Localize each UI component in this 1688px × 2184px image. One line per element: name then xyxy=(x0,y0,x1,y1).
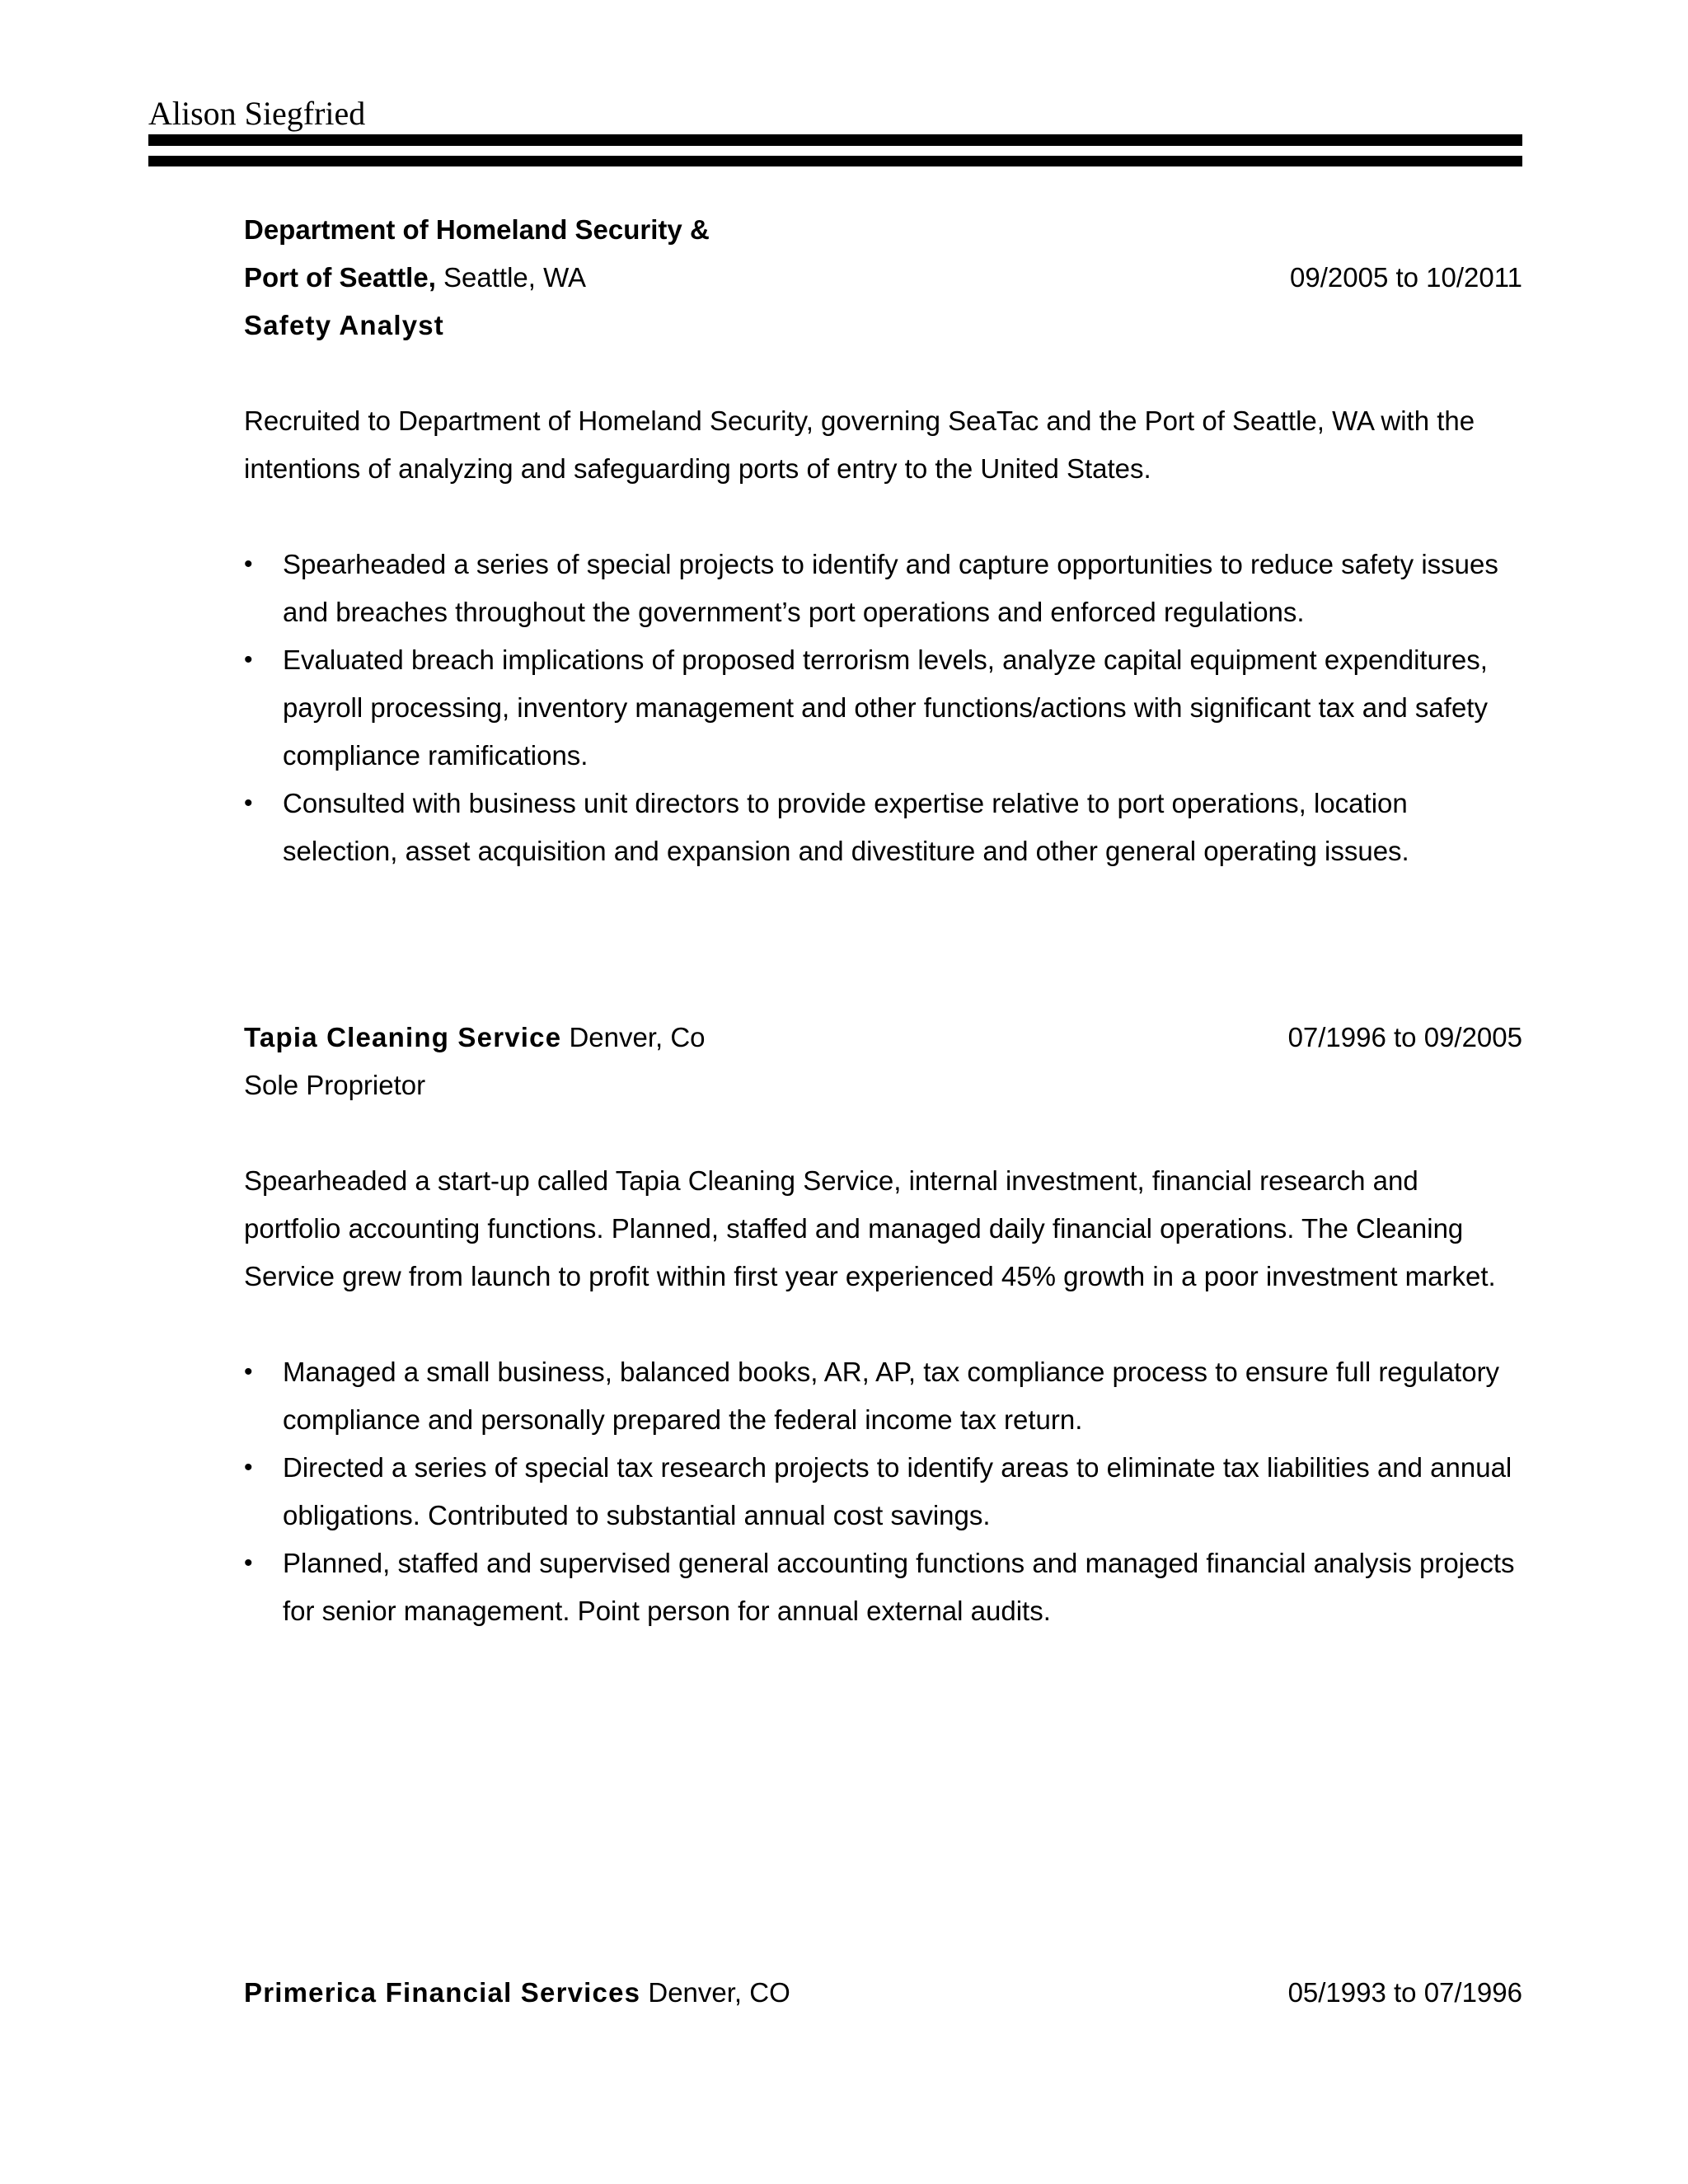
bullet-line: Evaluated breach implications of proposed terrorism levels, analyze capital equipment expenditures, xyxy=(283,644,1488,675)
bullet-line: obligations. Contributed to substantial annual cost savings. xyxy=(283,1500,991,1530)
bullet-line: Consulted with business unit directors to provide expertise relative to port operations, location xyxy=(283,788,1408,818)
header-rule-bottom xyxy=(148,156,1522,166)
job-entry xyxy=(244,206,1522,875)
employer-name: Primerica Financial Services xyxy=(244,1977,641,2008)
bullet-line: selection, asset acquisition and expansion and divestiture and other general operating issues. xyxy=(283,836,1409,866)
job-title: Safety Analyst xyxy=(244,310,444,340)
bullet-line: Managed a small business, balanced books, AR, AP, tax compliance process to ensure full regulatory xyxy=(283,1357,1500,1387)
candidate-name: Alison Siegfried xyxy=(148,95,366,132)
header-rule-top xyxy=(148,134,1522,146)
summary-line: portfolio accounting functions. Planned, staffed and managed daily financial operations. The Cleaning xyxy=(244,1213,1464,1244)
job-bullets xyxy=(244,541,1522,875)
bullet-line: Spearheaded a series of special projects to identify and capture opportunities to reduce safety issues xyxy=(283,549,1498,579)
job-dates: 07/1996 to 09/2005 xyxy=(1287,1022,1522,1052)
summary-line: intentions of analyzing and safeguarding ports of entry to the United States. xyxy=(244,453,1151,484)
bullet-icon: • xyxy=(244,1549,253,1577)
bullet-icon: • xyxy=(244,790,253,817)
bullet-item xyxy=(244,1540,1522,1635)
employer-name: Tapia Cleaning Service xyxy=(244,1022,562,1052)
bullet-item xyxy=(244,1348,1522,1444)
job-location: Denver, CO xyxy=(648,1977,790,2008)
bullet-item xyxy=(244,1444,1522,1540)
bullet-line: payroll processing, inventory management and other functions/actions with significant tax and safety xyxy=(283,692,1488,723)
bullet-line: Directed a series of special tax research projects to identify areas to eliminate tax liabilities and annual xyxy=(283,1452,1512,1483)
employer-name: Department of Homeland Security & xyxy=(244,214,710,245)
employer-name-continued: Port of Seattle, xyxy=(244,262,436,293)
bullet-line: Planned, staffed and supervised general accounting functions and managed financial analysis projects xyxy=(283,1548,1515,1578)
job-bullets xyxy=(244,1348,1522,1635)
bullet-icon: • xyxy=(244,1454,253,1481)
job-title: Sole Proprietor xyxy=(244,1070,426,1100)
job-entry xyxy=(244,1969,1522,2017)
job-dates: 09/2005 to 10/2011 xyxy=(1290,262,1522,293)
bullet-item xyxy=(244,636,1522,780)
bullet-line: for senior management. Point person for annual external audits. xyxy=(283,1596,1051,1626)
bullet-icon: • xyxy=(244,1358,253,1385)
bullet-icon: • xyxy=(244,646,253,673)
job-summary xyxy=(244,397,1522,493)
summary-line: Spearheaded a start-up called Tapia Cleaning Service, internal investment, financial research and xyxy=(244,1165,1418,1196)
employer-line xyxy=(244,1014,1522,1062)
bullet-icon: • xyxy=(244,551,253,578)
bullet-item xyxy=(244,780,1522,875)
summary-line: Service grew from launch to profit within first year experienced 45% growth in a poor investment market. xyxy=(244,1261,1496,1291)
experience-section xyxy=(244,206,1522,2017)
job-summary xyxy=(244,1157,1522,1301)
bullet-line: compliance and personally prepared the federal income tax return. xyxy=(283,1404,1083,1435)
job-location: Denver, Co xyxy=(569,1022,706,1052)
bullet-line: and breaches throughout the government’s port operations and enforced regulations. xyxy=(283,597,1305,627)
employer-line xyxy=(244,254,1522,302)
summary-line: Recruited to Department of Homeland Security, governing SeaTac and the Port of Seattle, WA with the xyxy=(244,405,1475,436)
bullet-line: compliance ramifications. xyxy=(283,740,588,771)
employer-line xyxy=(244,1969,1522,2017)
job-location: Seattle, WA xyxy=(443,262,587,293)
bullet-item xyxy=(244,541,1522,636)
job-dates: 05/1993 to 07/1996 xyxy=(1287,1977,1522,2008)
job-entry xyxy=(244,1014,1522,1635)
